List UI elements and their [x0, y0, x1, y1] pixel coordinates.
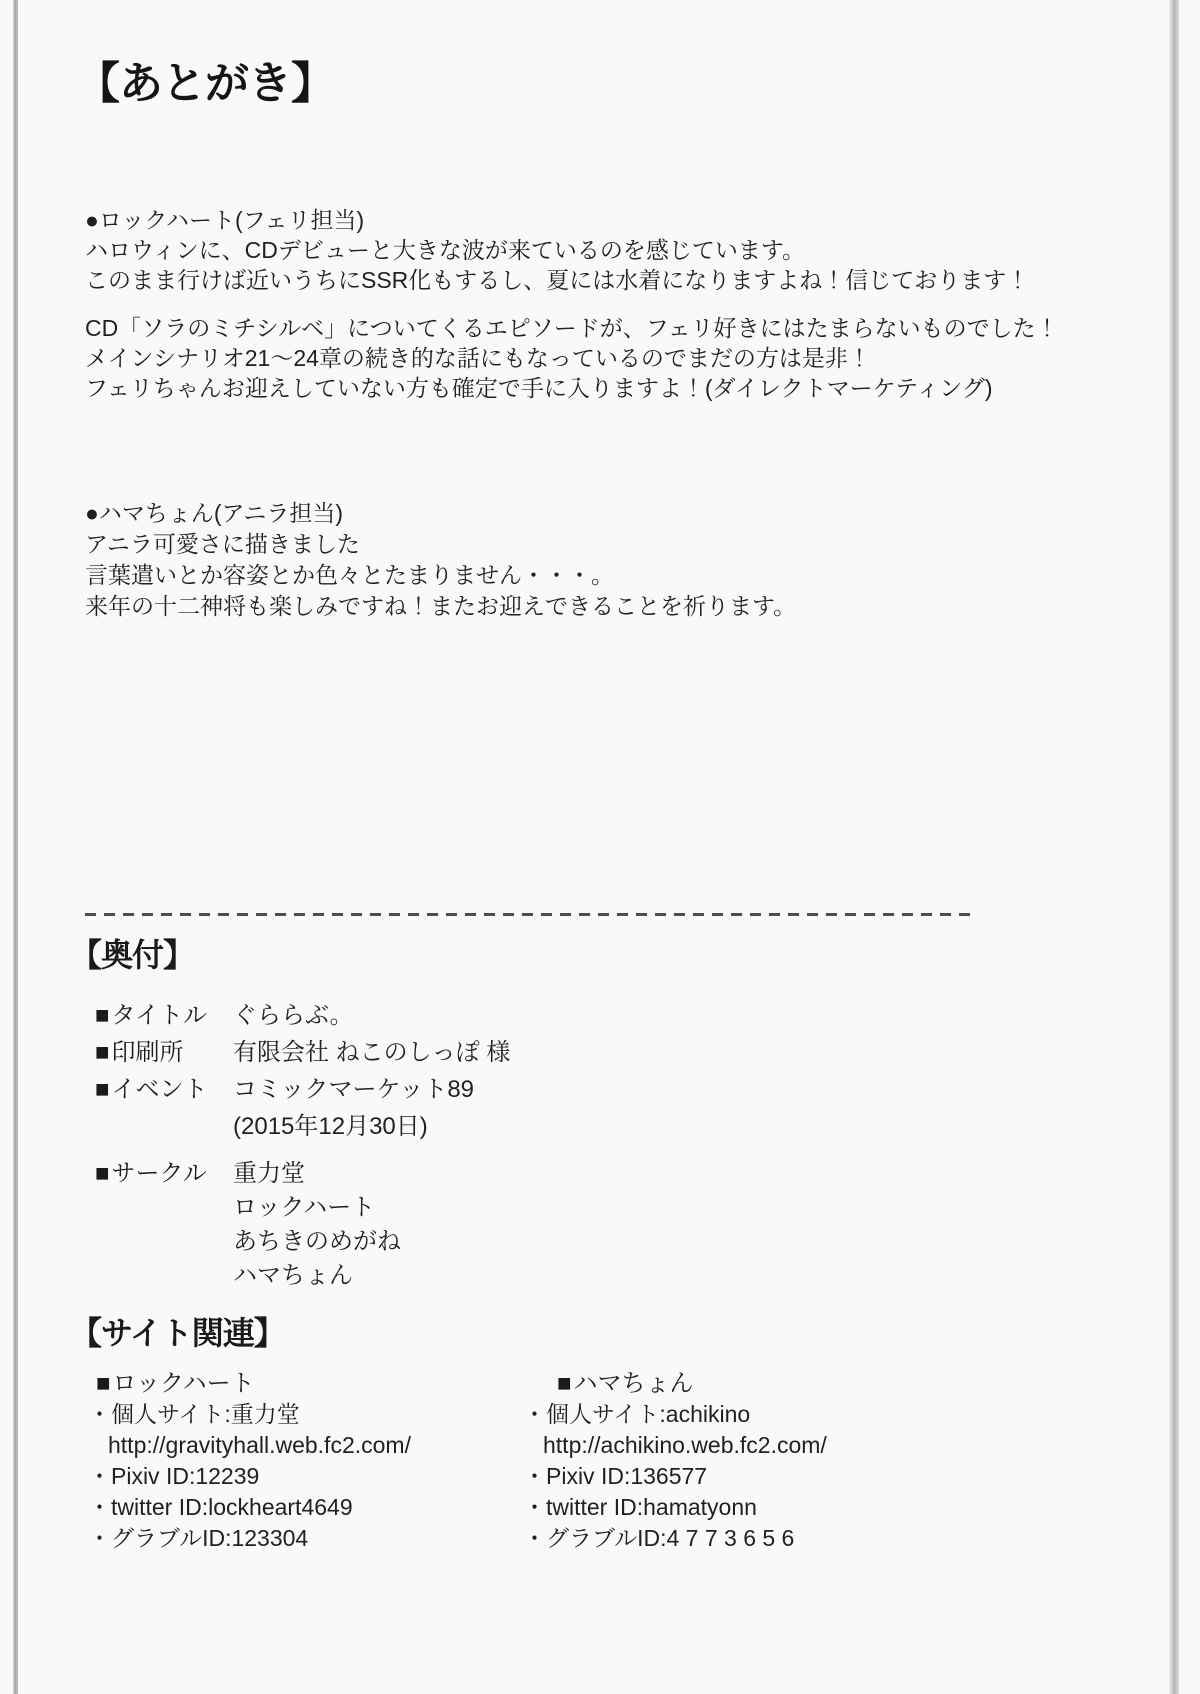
- section-header: ●ハマちょん(アニラ担当): [85, 500, 344, 526]
- afterword-section-hamachon: [85, 498, 1060, 622]
- body-line: アニラ可愛さに描きました: [85, 531, 360, 557]
- scan-edge-right: [1169, 0, 1179, 1694]
- scan-edge-left: [13, 0, 18, 1694]
- site-line-personal: ・個人サイト:achikino: [523, 1401, 751, 1427]
- square-bullet-icon: ■: [95, 1002, 110, 1029]
- row-label: イベント: [111, 1076, 208, 1103]
- body-line: フェリちゃんお迎えしていない方も確定で手に入りますよ！(ダイレクトマーケティング): [85, 375, 993, 401]
- site-line-pixiv: ・Pixiv ID:136577: [523, 1463, 708, 1489]
- site-name-row: [523, 1368, 958, 1399]
- colophon-row-member: [95, 1221, 510, 1255]
- page-title: 【あとがき】: [76, 59, 334, 108]
- row-label: サークル: [111, 1160, 207, 1187]
- body-line: 言葉遣いとか容姿とか色々とたまりません・・・。: [85, 562, 614, 588]
- body-line: CD「ソラのミチシルベ」についてくるエピソードが、フェリ好きにはたまらないものでした！: [85, 315, 1059, 341]
- row-label: タイトル: [111, 1002, 208, 1029]
- sites-title: 【サイト関連】: [70, 1315, 285, 1351]
- site-name: ロックハート: [112, 1370, 255, 1397]
- colophon-row-date: [95, 1106, 510, 1143]
- colophon-title: 【奥付】: [70, 937, 195, 973]
- site-line-personal: ・個人サイト:重力堂: [88, 1401, 300, 1427]
- site-column-lockheart: [88, 1368, 523, 1554]
- body-line: このまま行けば近いうちにSSR化もするし、夏には水着になりますよね！信じております！: [85, 267, 1030, 293]
- row-value: (2015年12月30日): [233, 1113, 428, 1140]
- colophon-row-printer: [95, 1032, 510, 1069]
- paragraph-gap: [85, 295, 1060, 313]
- square-bullet-icon: ■: [96, 1370, 111, 1397]
- sites-columns: [88, 1368, 958, 1554]
- afterword-section-lockheart: [85, 205, 1060, 403]
- site-name: ハマちょん: [573, 1370, 694, 1397]
- row-value: ぐららぶ。: [233, 1002, 354, 1029]
- square-bullet-icon: ■: [95, 1076, 110, 1103]
- square-bullet-icon: ■: [557, 1370, 572, 1397]
- colophon-table: [95, 995, 510, 1289]
- row-value: あちきのめがね: [233, 1228, 401, 1255]
- site-line-pixiv: ・Pixiv ID:12239: [88, 1463, 260, 1489]
- dashed-divider: [85, 913, 975, 916]
- colophon-row-member: [95, 1255, 510, 1289]
- colophon-row-member: [95, 1187, 510, 1221]
- site-line-twitter: ・twitter ID:lockheart4649: [88, 1494, 353, 1520]
- site-line-twitter: ・twitter ID:hamatyonn: [523, 1494, 757, 1520]
- row-value: 有限会社 ねこのしっぽ 様: [233, 1039, 511, 1066]
- body-line: 来年の十二神将も楽しみですね！またお迎えできることを祈ります。: [85, 593, 797, 619]
- site-name-row: [88, 1368, 523, 1399]
- section-header: ●ロックハート(フェリ担当): [85, 207, 365, 233]
- row-label: 印刷所: [111, 1039, 184, 1066]
- colophon-row-event: [95, 1069, 510, 1106]
- row-value: 重力堂: [233, 1160, 305, 1187]
- square-bullet-icon: ■: [95, 1160, 110, 1187]
- row-value: ロックハート: [233, 1194, 376, 1221]
- site-line-granblue: ・グラブルID:4 7 7 3 6 5 6: [523, 1525, 795, 1551]
- site-line-granblue: ・グラブルID:123304: [88, 1525, 309, 1551]
- site-column-hamachon: [523, 1368, 958, 1554]
- colophon-row-title: [95, 995, 510, 1032]
- site-line-url: http://gravityhall.web.fc2.com/: [108, 1432, 411, 1458]
- colophon-row-circle: [95, 1153, 510, 1187]
- square-bullet-icon: ■: [95, 1039, 110, 1066]
- site-line-url: http://achikino.web.fc2.com/: [543, 1432, 827, 1458]
- row-value: コミックマーケット89: [233, 1076, 475, 1103]
- body-line: ハロウィンに、CDデビューと大きな波が来ているのを感じています。: [85, 237, 805, 263]
- row-value: ハマちょん: [233, 1262, 353, 1289]
- body-line: メインシナリオ21～24章の続き的な話にもなっているのでまだの方は是非！: [85, 345, 871, 371]
